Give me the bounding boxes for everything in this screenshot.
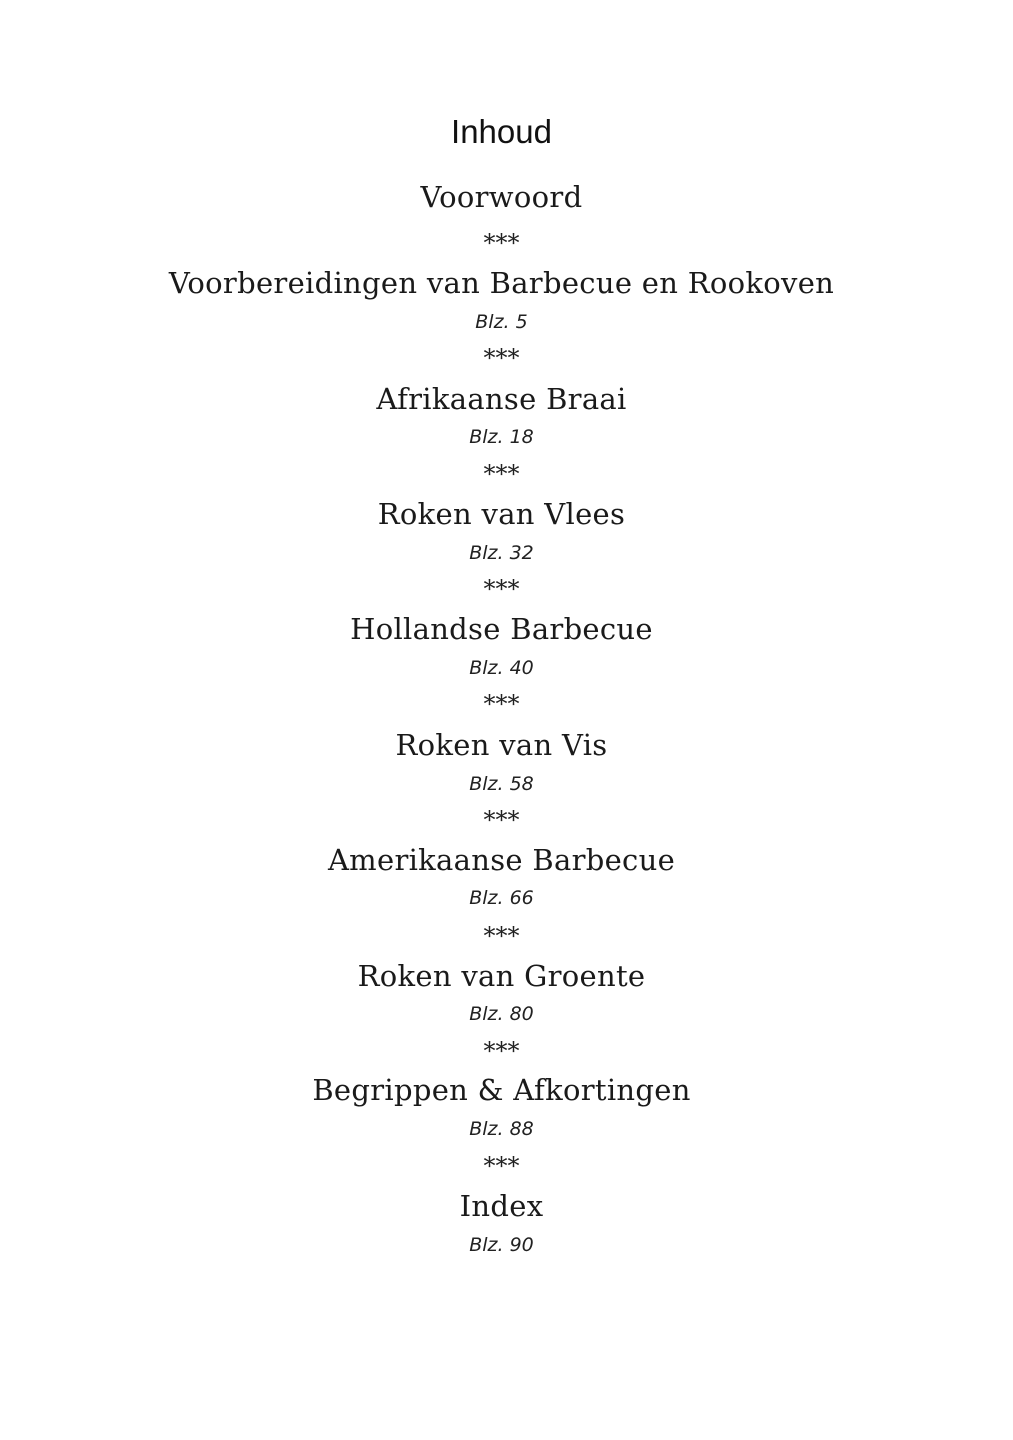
toc-heading: Voorbereidingen van Barbecue en Rookoven <box>168 266 835 300</box>
toc-heading: Afrikaanse Braai <box>376 382 627 416</box>
page-title: Inhoud <box>451 113 552 150</box>
toc-separator: *** <box>483 575 520 603</box>
toc-page-reference: Blz. 5 <box>475 311 528 333</box>
toc-page-reference: Blz. 66 <box>469 887 534 909</box>
toc-heading: Index <box>459 1189 544 1223</box>
toc-separator: *** <box>483 690 520 718</box>
toc-heading: Roken van Vlees <box>377 497 626 531</box>
toc-page-reference: Blz. 90 <box>469 1234 534 1256</box>
toc-separator: *** <box>483 1037 520 1065</box>
toc-separator: *** <box>483 1152 520 1180</box>
toc-page-reference: Blz. 80 <box>469 1003 534 1025</box>
toc-page-reference: Blz. 32 <box>469 542 534 564</box>
toc-heading: Roken van Groente <box>357 959 646 993</box>
toc-page-reference: Blz. 88 <box>469 1118 534 1140</box>
toc-separator: *** <box>483 229 520 257</box>
toc-page-reference: Blz. 58 <box>469 773 534 795</box>
toc-heading: Begrippen & Afkortingen <box>312 1073 691 1107</box>
toc-separator: *** <box>483 460 520 488</box>
toc-heading: Amerikaanse Barbecue <box>327 843 676 877</box>
toc-heading: Roken van Vis <box>395 728 608 762</box>
toc-page-reference: Blz. 18 <box>469 426 534 448</box>
toc-separator: *** <box>483 344 520 372</box>
toc-page-reference: Blz. 40 <box>469 657 534 679</box>
toc-separator: *** <box>483 806 520 834</box>
toc-heading: Hollandse Barbecue <box>350 612 653 646</box>
toc-separator: *** <box>483 922 520 950</box>
toc-heading: Voorwoord <box>420 180 583 214</box>
